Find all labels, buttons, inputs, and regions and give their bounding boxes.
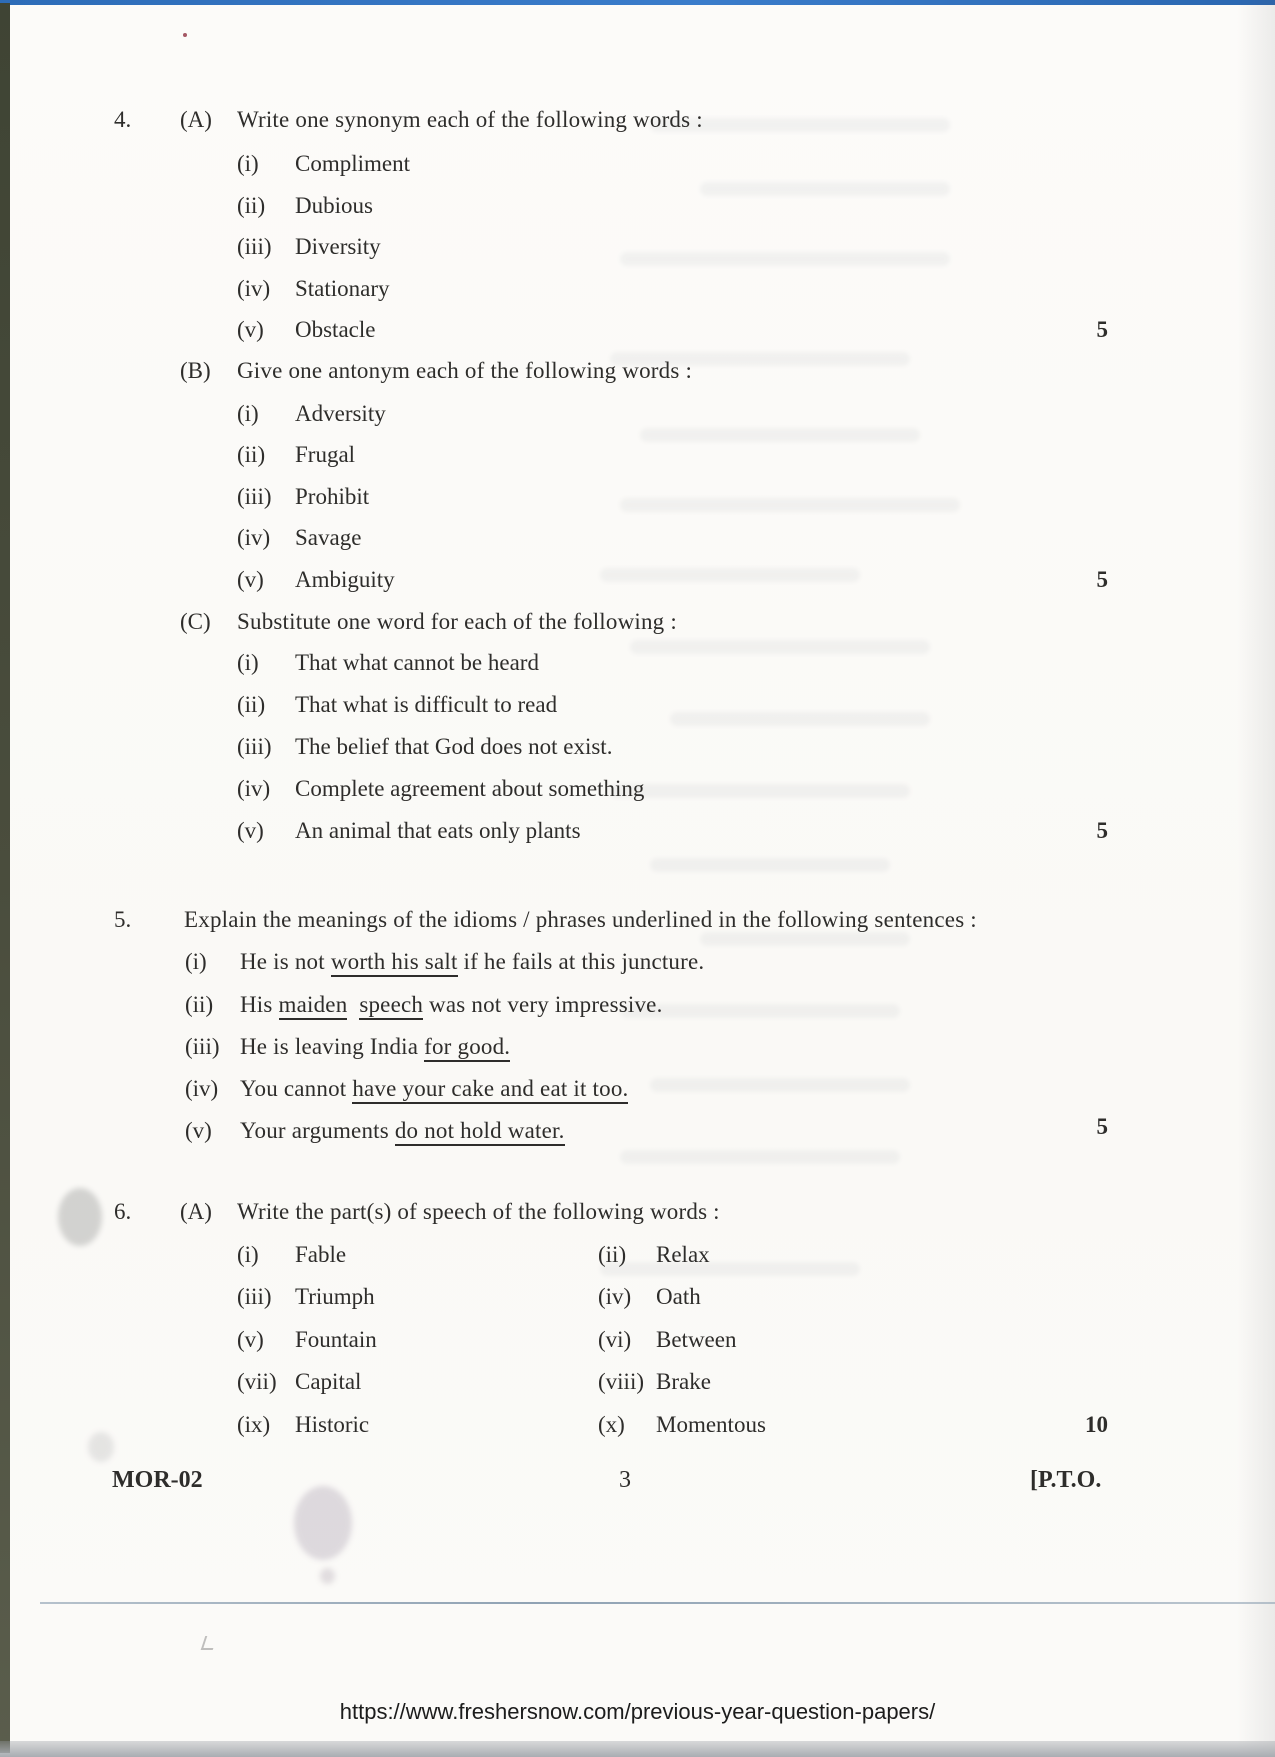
item-roman: (vi) bbox=[598, 1327, 632, 1352]
item-word: The belief that God does not exist. bbox=[295, 734, 613, 759]
list-item bbox=[0, 991, 1275, 1021]
item-roman: (iv) bbox=[185, 1076, 219, 1101]
marks-badge: 5 bbox=[1096, 1114, 1108, 1139]
underlined-idiom: speech bbox=[359, 992, 423, 1020]
underlined-idiom: maiden bbox=[279, 992, 348, 1020]
list-item bbox=[0, 524, 1275, 554]
scan-stain bbox=[320, 1568, 335, 1584]
item-word: Adversity bbox=[295, 401, 386, 426]
list-item bbox=[0, 775, 1275, 805]
item-roman: (iv) bbox=[237, 276, 271, 301]
item-word: Oath bbox=[656, 1284, 701, 1309]
q4c-label: (C) bbox=[180, 609, 211, 634]
q4b-label: (B) bbox=[180, 358, 211, 383]
item-roman: (v) bbox=[237, 1327, 264, 1352]
sentence bbox=[240, 1033, 510, 1061]
q6-number: 6. bbox=[114, 1199, 132, 1224]
list-item bbox=[0, 441, 1275, 471]
item-word: Prohibit bbox=[295, 484, 370, 509]
item-roman: (iii) bbox=[237, 484, 272, 509]
item-roman: (vii) bbox=[237, 1369, 277, 1394]
item-roman: (ii) bbox=[598, 1242, 627, 1267]
item-word: Compliment bbox=[295, 151, 410, 176]
paper-code: MOR-02 bbox=[112, 1467, 203, 1493]
scan-smudge bbox=[58, 1188, 102, 1246]
item-roman: (iv) bbox=[237, 525, 271, 550]
pto-marker: [P.T.O. bbox=[1030, 1467, 1102, 1493]
list-item bbox=[0, 233, 1275, 263]
item-roman: (iii) bbox=[237, 1284, 272, 1309]
item-roman: (i) bbox=[185, 949, 207, 974]
sentence-part: if he fails at this juncture. bbox=[457, 949, 705, 974]
item-roman: (ii) bbox=[237, 442, 266, 467]
q4-number: 4. bbox=[114, 107, 132, 132]
list-item bbox=[0, 1368, 1275, 1398]
item-word: Fountain bbox=[295, 1327, 377, 1352]
scan-stain bbox=[294, 1486, 352, 1560]
list-item bbox=[0, 1241, 1275, 1271]
item-roman: (ii) bbox=[237, 692, 266, 717]
item-roman: (ii) bbox=[237, 193, 266, 218]
watermark-url: https://www.freshersnow.com/previous-year-question-papers/ bbox=[339, 1699, 936, 1724]
item-word: That what is difficult to read bbox=[295, 692, 558, 717]
item-word: Stationary bbox=[295, 276, 390, 301]
q4b-heading-row bbox=[0, 357, 1275, 387]
sentence bbox=[240, 1075, 628, 1103]
list-item bbox=[0, 733, 1275, 763]
sentence-part: You cannot bbox=[240, 1076, 353, 1101]
q6a-label: (A) bbox=[180, 1199, 212, 1224]
item-roman: (v) bbox=[237, 567, 264, 592]
item-roman: (v) bbox=[237, 818, 264, 843]
list-item bbox=[0, 400, 1275, 430]
item-roman: (ii) bbox=[185, 992, 214, 1017]
item-roman: (viii) bbox=[598, 1369, 644, 1394]
item-roman: (iii) bbox=[237, 234, 272, 259]
marks-badge: 10 bbox=[1085, 1412, 1108, 1437]
item-word: Dubious bbox=[295, 193, 373, 218]
list-item bbox=[0, 649, 1275, 679]
page-number: 3 bbox=[619, 1467, 631, 1493]
marks-badge: 5 bbox=[1096, 818, 1108, 843]
scan-left-edge bbox=[0, 3, 10, 1753]
list-item bbox=[0, 275, 1275, 305]
list-item bbox=[0, 483, 1275, 513]
sentence-part: He is leaving India bbox=[240, 1034, 425, 1059]
item-word: An animal that eats only plants bbox=[295, 818, 581, 843]
item-word: Savage bbox=[295, 525, 362, 550]
list-item bbox=[0, 948, 1275, 978]
item-roman: (ix) bbox=[237, 1412, 271, 1437]
item-word: Ambiguity bbox=[295, 567, 395, 592]
underlined-idiom: have your cake and eat it too. bbox=[352, 1076, 628, 1104]
item-word: Diversity bbox=[295, 234, 381, 259]
scan-top-edge bbox=[0, 0, 1275, 5]
q4a-label: (A) bbox=[180, 107, 212, 132]
sentence-part: His bbox=[240, 992, 279, 1017]
item-word: Historic bbox=[295, 1412, 370, 1437]
sentence-part: He is not bbox=[240, 949, 331, 974]
item-roman: (i) bbox=[237, 1242, 259, 1267]
list-item bbox=[0, 150, 1275, 180]
item-roman: (x) bbox=[598, 1412, 625, 1437]
list-item bbox=[0, 1075, 1275, 1105]
page-footer bbox=[0, 1466, 1275, 1496]
q5-heading-row bbox=[0, 906, 1275, 936]
item-word: Momentous bbox=[656, 1412, 766, 1437]
bleedthrough-mark bbox=[650, 858, 890, 872]
pencil-mark bbox=[201, 1636, 218, 1650]
item-word: That what cannot be heard bbox=[295, 650, 539, 675]
scan-right-shade bbox=[1237, 0, 1275, 1757]
q4a-heading-row bbox=[0, 106, 1275, 136]
underlined-idiom: do not hold water. bbox=[395, 1118, 565, 1146]
item-word: Obstacle bbox=[295, 317, 376, 342]
item-word: Relax bbox=[656, 1242, 710, 1267]
item-word: Brake bbox=[656, 1369, 711, 1394]
q4c-heading-row bbox=[0, 608, 1275, 638]
underlined-idiom: for good. bbox=[424, 1034, 510, 1062]
marks-badge: 5 bbox=[1096, 567, 1108, 592]
item-word: Complete agreement about something bbox=[295, 776, 645, 801]
item-roman: (i) bbox=[237, 151, 259, 176]
sentence-part: was not very impressive. bbox=[423, 992, 663, 1017]
item-word: Triumph bbox=[295, 1284, 375, 1309]
scan-smudge bbox=[88, 1432, 114, 1462]
q5-heading: Explain the meanings of the idioms / phrases underlined in the following sentences : bbox=[184, 907, 977, 932]
bleedthrough-mark bbox=[620, 1150, 900, 1164]
item-roman: (i) bbox=[237, 401, 259, 426]
list-item bbox=[0, 1033, 1275, 1063]
item-roman: (iii) bbox=[237, 734, 272, 759]
sentence bbox=[240, 991, 663, 1019]
q5-number: 5. bbox=[114, 907, 132, 932]
sentence bbox=[240, 1117, 565, 1145]
list-item bbox=[0, 691, 1275, 721]
item-roman: (iv) bbox=[598, 1284, 632, 1309]
ink-dot bbox=[183, 33, 187, 37]
q4b-heading: Give one antonym each of the following words : bbox=[237, 358, 693, 383]
list-item bbox=[0, 1326, 1275, 1356]
q6-heading-row bbox=[0, 1198, 1275, 1228]
item-roman: (i) bbox=[237, 650, 259, 675]
scan-fold-line bbox=[40, 1602, 1275, 1604]
item-word: Frugal bbox=[295, 442, 356, 467]
q4a-heading: Write one synonym each of the following words : bbox=[237, 107, 703, 132]
q4c-heading: Substitute one word for each of the following : bbox=[237, 609, 677, 634]
marks-badge: 5 bbox=[1096, 317, 1108, 342]
sentence-part bbox=[347, 992, 359, 1017]
item-word: Fable bbox=[295, 1242, 347, 1267]
item-roman: (v) bbox=[185, 1118, 212, 1143]
item-roman: (v) bbox=[237, 317, 264, 342]
sentence-part: Your arguments bbox=[240, 1118, 395, 1143]
scan-bottom-edge bbox=[0, 1741, 1275, 1757]
underlined-idiom: worth his salt bbox=[331, 949, 458, 977]
item-roman: (iv) bbox=[237, 776, 271, 801]
bleedthrough-mark bbox=[640, 428, 920, 442]
list-item bbox=[0, 192, 1275, 222]
sentence bbox=[240, 948, 704, 976]
item-word: Between bbox=[656, 1327, 737, 1352]
list-item bbox=[0, 1283, 1275, 1313]
q6-heading: Write the part(s) of speech of the following words : bbox=[237, 1199, 720, 1224]
item-word: Capital bbox=[295, 1369, 362, 1394]
item-roman: (iii) bbox=[185, 1034, 220, 1059]
